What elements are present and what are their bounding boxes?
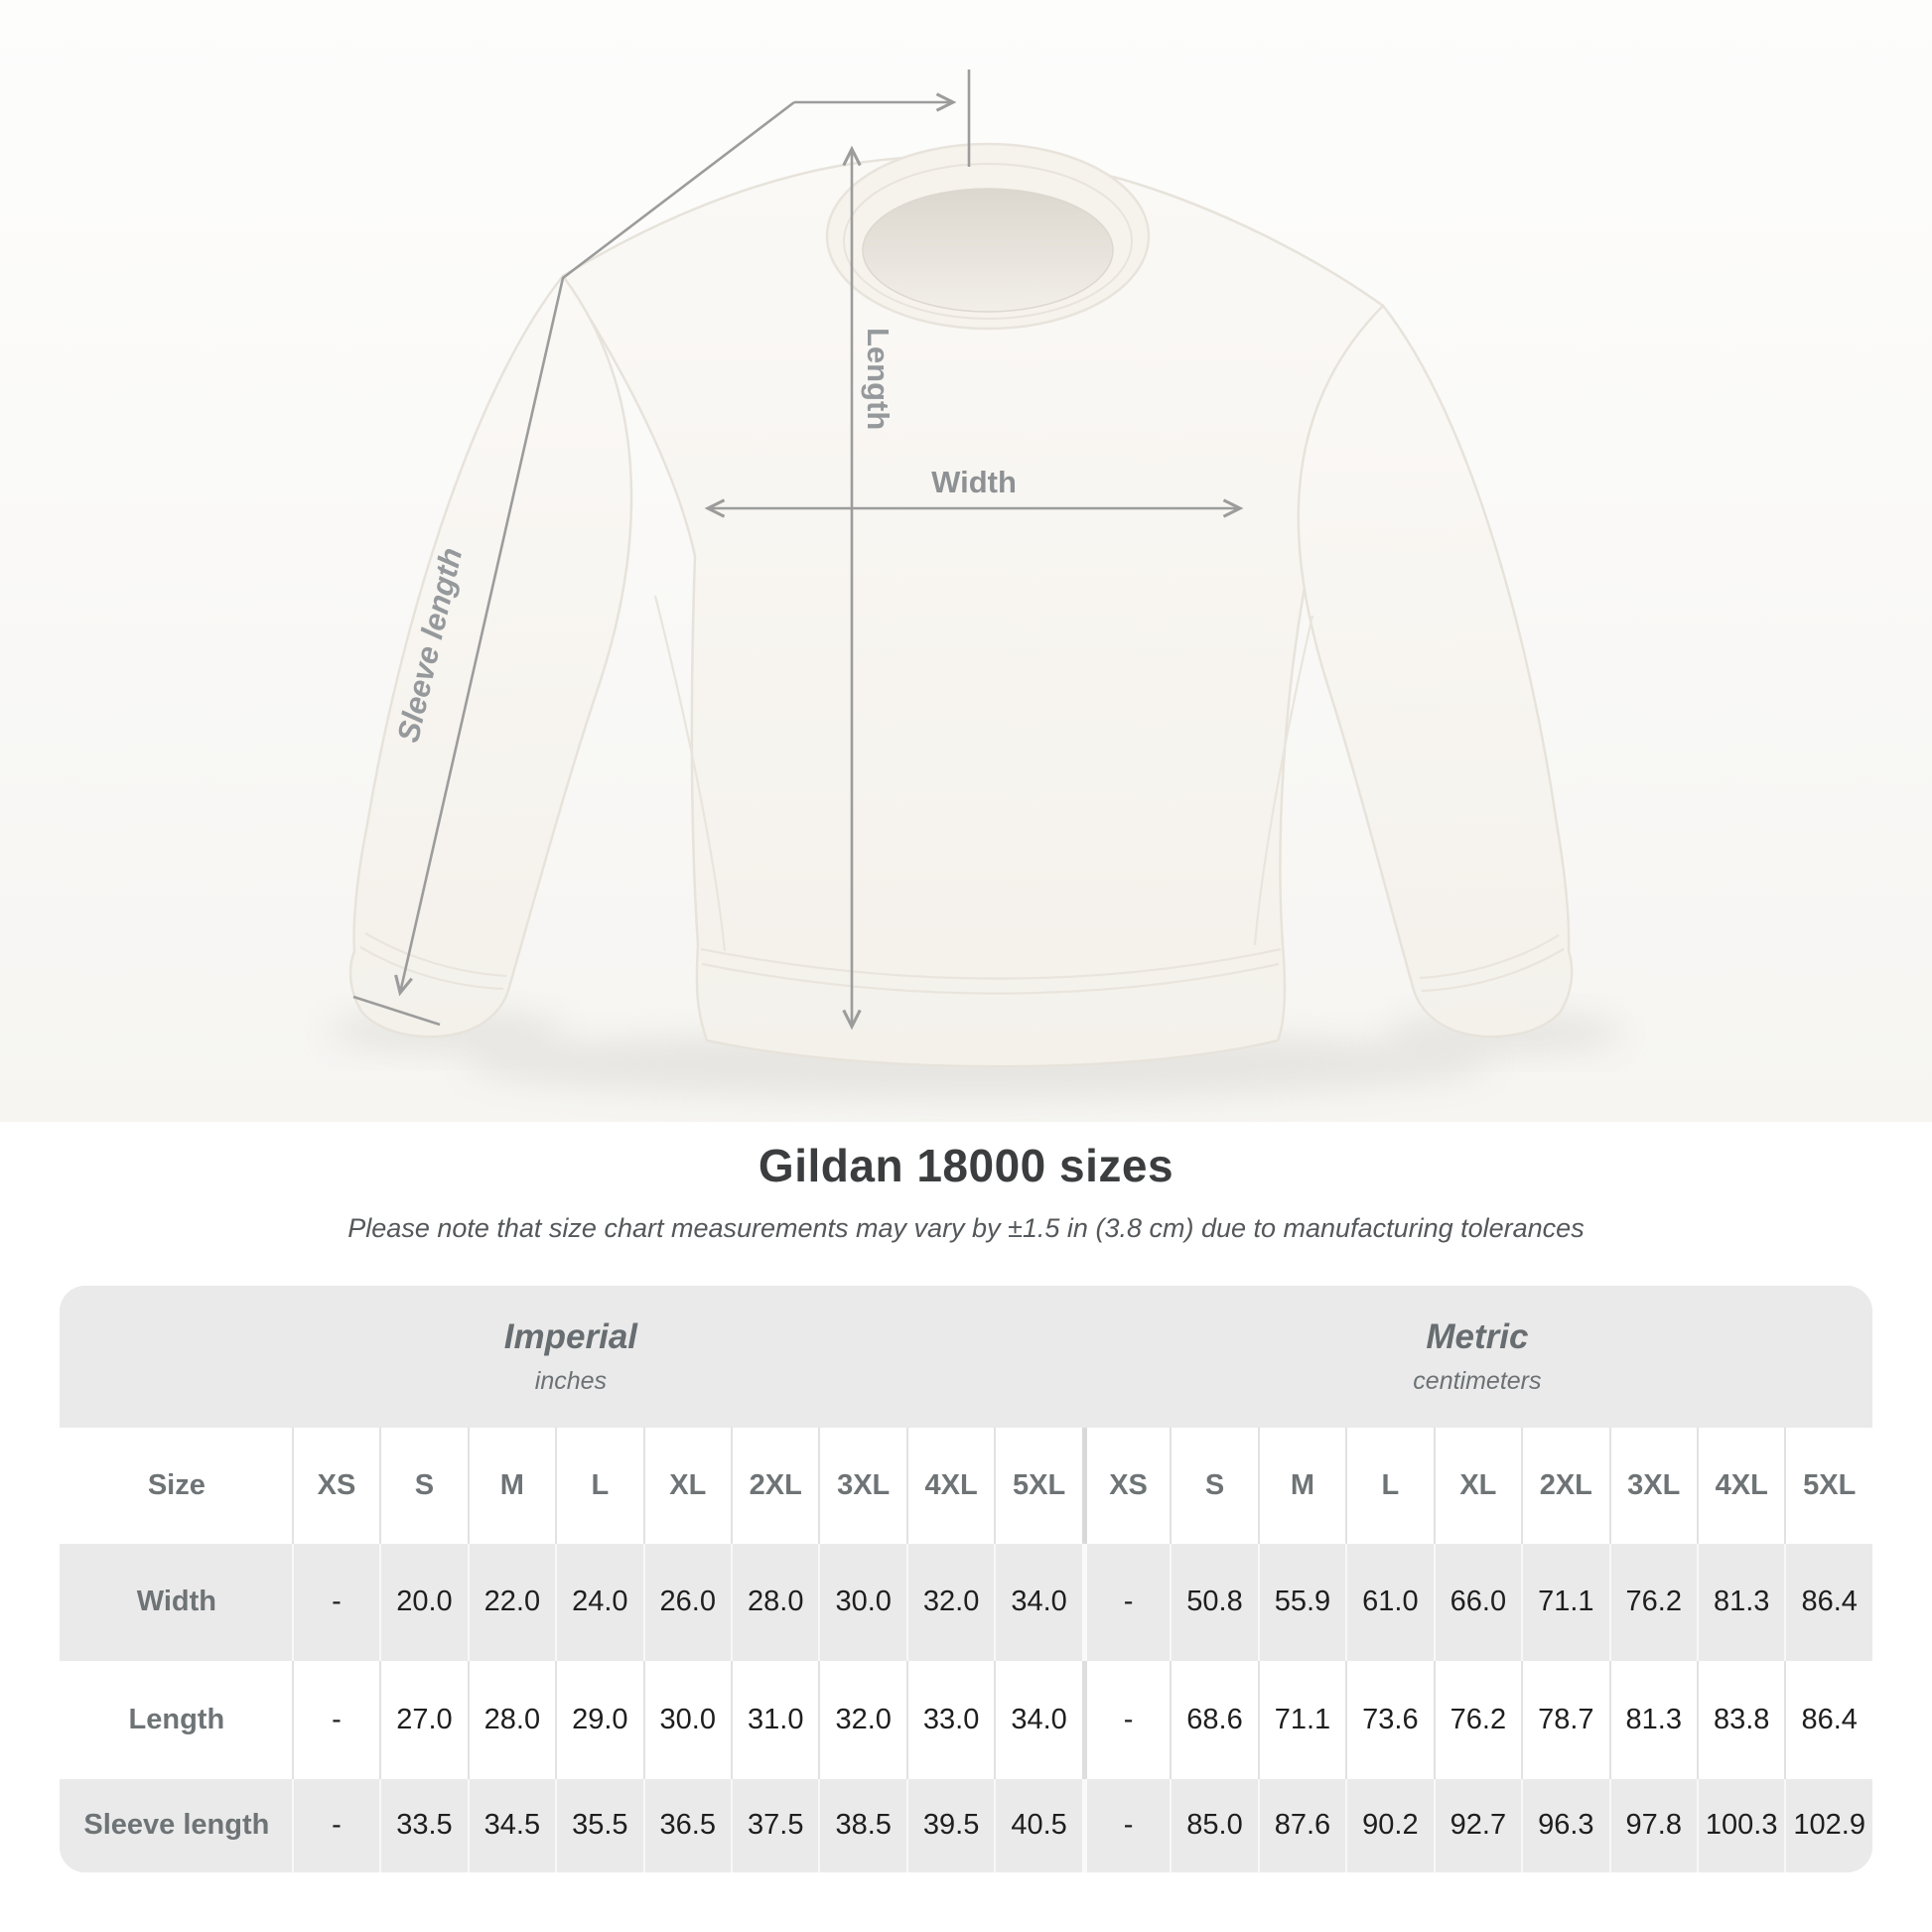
length-metric-value: 68.6 <box>1170 1661 1257 1779</box>
imperial-unit: inches <box>534 1366 608 1395</box>
sleeve-imperial-value: 40.5 <box>994 1779 1081 1872</box>
imperial-label: Imperial <box>503 1316 638 1356</box>
length-imperial-value: - <box>292 1661 379 1779</box>
length-imperial-value: 27.0 <box>379 1661 467 1779</box>
width-imperial-value: 26.0 <box>643 1544 731 1661</box>
width-metric-value: 61.0 <box>1345 1544 1433 1661</box>
length-label: Length <box>861 328 896 431</box>
sleeve-length-row <box>60 1779 1872 1872</box>
sleeve-imperial-value: 39.5 <box>906 1779 994 1872</box>
length-metric-value: 73.6 <box>1345 1661 1433 1779</box>
metric-label: Metric <box>1426 1316 1529 1356</box>
metric-size-header: XS <box>1082 1428 1170 1544</box>
width-imperial-value: 20.0 <box>379 1544 467 1661</box>
size-table <box>60 1286 1872 1872</box>
metric-size-header: 3XL <box>1609 1428 1697 1544</box>
length-imperial-value: 32.0 <box>818 1661 905 1779</box>
length-metric-value: 71.1 <box>1258 1661 1345 1779</box>
row-label-length: Length <box>60 1661 292 1779</box>
sleeve-metric-value: 85.0 <box>1170 1779 1257 1872</box>
width-metric-value: 86.4 <box>1784 1544 1872 1661</box>
metric-size-header: L <box>1345 1428 1433 1544</box>
size-column-header: Size <box>60 1428 292 1544</box>
tolerance-note: Please note that size chart measurements may vary by ±1.5 in (3.8 cm) due to manufacturing tolerances <box>347 1212 1585 1243</box>
length-metric-value: 83.8 <box>1697 1661 1784 1779</box>
length-imperial-value: 34.0 <box>994 1661 1081 1779</box>
imperial-size-header: 2XL <box>731 1428 818 1544</box>
sleeve-imperial-value: 34.5 <box>468 1779 555 1872</box>
sleeve-imperial-value: 37.5 <box>731 1779 818 1872</box>
metric-size-header: 4XL <box>1697 1428 1784 1544</box>
width-imperial-value: 32.0 <box>906 1544 994 1661</box>
imperial-size-header: M <box>468 1428 555 1544</box>
row-label-sleeve-length: Sleeve length <box>60 1779 292 1872</box>
sleeve-imperial-value: 33.5 <box>379 1779 467 1872</box>
sleeve-imperial-value: 35.5 <box>555 1779 642 1872</box>
length-imperial-value: 28.0 <box>468 1661 555 1779</box>
imperial-group-header <box>60 1286 1082 1428</box>
sleeve-imperial-value: 38.5 <box>818 1779 905 1872</box>
sleeve-metric-value: 90.2 <box>1345 1779 1433 1872</box>
sleeve-metric-value: 97.8 <box>1609 1779 1697 1872</box>
width-row <box>60 1544 1872 1661</box>
length-metric-value: 86.4 <box>1784 1661 1872 1779</box>
imperial-size-header: XL <box>643 1428 731 1544</box>
page-title: Gildan 18000 sizes <box>758 1140 1174 1191</box>
imperial-size-header: L <box>555 1428 642 1544</box>
width-metric-value: 55.9 <box>1258 1544 1345 1661</box>
width-metric-value: 71.1 <box>1521 1544 1608 1661</box>
row-label-width: Width <box>60 1544 292 1661</box>
width-metric-value: 81.3 <box>1697 1544 1784 1661</box>
width-metric-value: 66.0 <box>1434 1544 1521 1661</box>
length-imperial-value: 31.0 <box>731 1661 818 1779</box>
length-metric-value: 81.3 <box>1609 1661 1697 1779</box>
width-metric-value: - <box>1082 1544 1170 1661</box>
size-header-row <box>60 1428 1872 1544</box>
sleeve-metric-value: 102.9 <box>1784 1779 1872 1872</box>
width-metric-value: 50.8 <box>1170 1544 1257 1661</box>
imperial-size-header: 4XL <box>906 1428 994 1544</box>
imperial-size-header: 3XL <box>818 1428 905 1544</box>
width-label: Width <box>931 465 1017 499</box>
metric-size-header: S <box>1170 1428 1257 1544</box>
metric-size-header: M <box>1258 1428 1345 1544</box>
metric-size-header: 5XL <box>1784 1428 1872 1544</box>
length-metric-value: 76.2 <box>1434 1661 1521 1779</box>
imperial-size-header: 5XL <box>994 1428 1081 1544</box>
imperial-size-header: XS <box>292 1428 379 1544</box>
length-row <box>60 1661 1872 1779</box>
width-imperial-value: 28.0 <box>731 1544 818 1661</box>
width-imperial-value: 34.0 <box>994 1544 1081 1661</box>
sleeve-metric-value: 92.7 <box>1434 1779 1521 1872</box>
metric-size-header: 2XL <box>1521 1428 1608 1544</box>
sleeve-length-label: Sleeve length <box>390 544 470 746</box>
length-metric-value: - <box>1082 1661 1170 1779</box>
metric-group-header <box>1082 1286 1872 1428</box>
sleeve-metric-value: 100.3 <box>1697 1779 1784 1872</box>
width-imperial-value: 30.0 <box>818 1544 905 1661</box>
collar <box>827 144 1149 329</box>
unit-group-row <box>60 1286 1872 1428</box>
sleeve-metric-value: - <box>1082 1779 1170 1872</box>
width-imperial-value: - <box>292 1544 379 1661</box>
sleeve-imperial-value: - <box>292 1779 379 1872</box>
length-imperial-value: 30.0 <box>643 1661 731 1779</box>
width-imperial-value: 24.0 <box>555 1544 642 1661</box>
width-metric-value: 76.2 <box>1609 1544 1697 1661</box>
title-block <box>0 1140 1932 1246</box>
metric-unit: centimeters <box>1413 1366 1542 1395</box>
imperial-size-header: S <box>379 1428 467 1544</box>
sleeve-imperial-value: 36.5 <box>643 1779 731 1872</box>
sleeve-metric-value: 96.3 <box>1521 1779 1608 1872</box>
sleeve-metric-value: 87.6 <box>1258 1779 1345 1872</box>
width-imperial-value: 22.0 <box>468 1544 555 1661</box>
length-imperial-value: 33.0 <box>906 1661 994 1779</box>
length-imperial-value: 29.0 <box>555 1661 642 1779</box>
metric-size-header: XL <box>1434 1428 1521 1544</box>
length-metric-value: 78.7 <box>1521 1661 1608 1779</box>
